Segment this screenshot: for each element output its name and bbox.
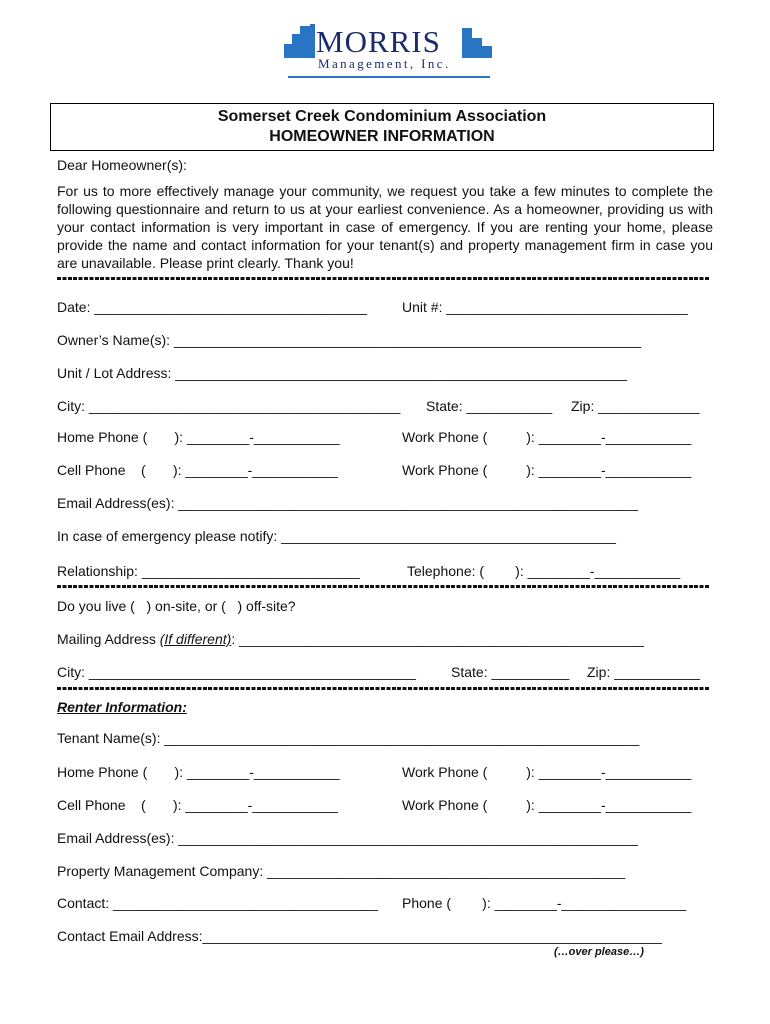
title-box [50, 103, 714, 151]
mailing-city-field[interactable]: City: __________________________________________ [57, 664, 416, 680]
zip-field[interactable]: Zip: _____________ [571, 398, 700, 414]
unit-address-field[interactable]: Unit / Lot Address: __________________________________________________________ [57, 365, 627, 381]
city-field[interactable]: City: ________________________________________ [57, 398, 401, 414]
building-left-icon [284, 24, 316, 58]
work-phone-field[interactable]: Work Phone ( ): ________-___________ [402, 429, 692, 445]
logo-wordmark: MORRIS [316, 24, 441, 59]
if-different-note: (If different) [159, 631, 232, 647]
email-field[interactable]: Email Address(es): ___________________________________________________________ [57, 495, 638, 511]
greeting: Dear Homeowner(s): [57, 157, 187, 173]
over-please-note: (…over please…) [554, 946, 644, 958]
mailing-address-field[interactable] [57, 631, 644, 647]
property-management-field[interactable]: Property Management Company: ______________________________________________ [57, 863, 626, 879]
renter-section-heading: Renter Information: [57, 699, 187, 715]
tenant-email-field[interactable]: Email Address(es): ___________________________________________________________ [57, 830, 638, 846]
dotted-separator [57, 585, 710, 588]
tenant-name-field[interactable]: Tenant Name(s): _____________________________________________________________ [57, 730, 640, 746]
tenant-home-phone-field[interactable]: Home Phone ( ): ________-___________ [57, 764, 340, 780]
tenant-cell-phone-field[interactable]: Cell Phone ( ): ________-___________ [57, 797, 338, 813]
date-field[interactable]: Date: ___________________________________ [57, 299, 367, 315]
mailing-state-field[interactable]: State: __________ [451, 664, 570, 680]
unit-field[interactable]: Unit #: _______________________________ [402, 299, 688, 315]
cell-phone-field[interactable]: Cell Phone ( ): ________-___________ [57, 462, 338, 478]
contact-email-field[interactable]: Contact Email Address:___________________________________________________________ [57, 928, 662, 944]
home-phone-field[interactable]: Home Phone ( ): ________-___________ [57, 429, 340, 445]
dotted-separator [57, 687, 710, 690]
contact-field[interactable]: Contact: __________________________________ [57, 895, 378, 911]
telephone-field[interactable]: Telephone: ( ): ________-___________ [407, 563, 681, 579]
building-right-icon [462, 28, 492, 58]
mailing-address-label: Mailing Address [57, 631, 160, 647]
logo-underline [288, 76, 490, 78]
mailing-address-line: : ____________________________________________________ [231, 631, 644, 647]
work-phone-field-2[interactable]: Work Phone ( ): ________-___________ [402, 462, 692, 478]
owner-name-field[interactable]: Owner’s Name(s): ____________________________________________________________ [57, 332, 642, 348]
tenant-work-phone-field-2[interactable]: Work Phone ( ): ________-___________ [402, 797, 692, 813]
mailing-zip-field[interactable]: Zip: ___________ [587, 664, 700, 680]
association-title: Somerset Creek Condominium Association [217, 108, 547, 125]
state-field[interactable]: State: ___________ [426, 398, 553, 414]
logo-subtitle: Management, Inc. [318, 56, 451, 71]
form-title: HOMEOWNER INFORMATION [269, 128, 495, 145]
residence-question[interactable]: Do you live ( ) on-site, or ( ) off-site? [57, 598, 296, 614]
tenant-work-phone-field[interactable]: Work Phone ( ): ________-___________ [402, 764, 692, 780]
contact-phone-field[interactable]: Phone ( ): ________-________________ [402, 895, 687, 911]
dotted-separator [57, 277, 710, 280]
relationship-field[interactable]: Relationship: ____________________________ [57, 563, 360, 579]
emergency-contact-field[interactable]: In case of emergency please notify: ___________________________________________ [57, 528, 616, 544]
intro-paragraph: For us to more effectively manage your community, we request you take a few minutes to complete the following questionnaire and return to us at your earliest convenience. As a homeowner, providing us with your contact information is very important in case of emergency. If you are renting your home, please provide the name and contact information for your tenant(s) and property management firm in case you are unavailable. Please print clearly. Thank you! [57, 183, 713, 271]
